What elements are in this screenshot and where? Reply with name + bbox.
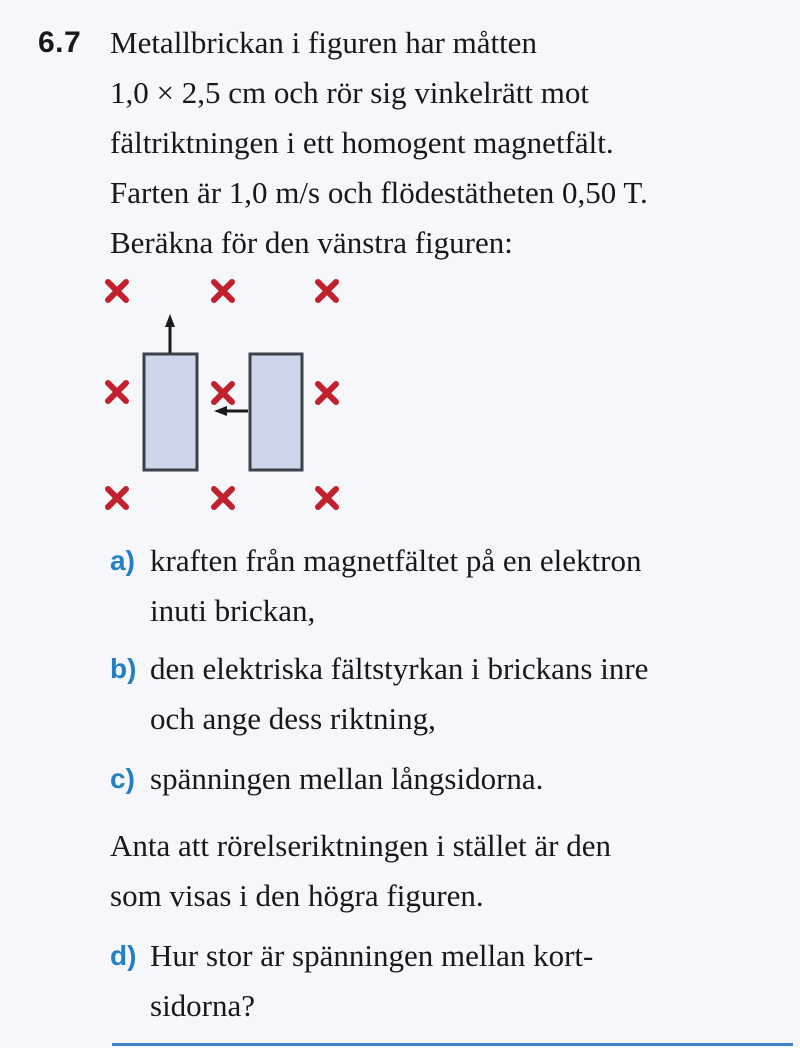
field-cross-icon: [214, 384, 232, 402]
subquestion-b-text: och ange dess riktning,: [150, 701, 436, 736]
statement-line: 1,0 × 2,5 cm och rör sig vinkelrätt mot: [110, 75, 589, 110]
problem-statement: [110, 18, 648, 268]
metal-plate-right: [250, 354, 302, 470]
subquestion-a-text: kraften från magnetfältet på en elektron: [150, 543, 642, 578]
subquestion-b-text: den elektriska fältstyrkan i brickans inre: [150, 651, 649, 686]
assumption-note: [110, 821, 648, 921]
subquestion-d-text: sidorna?: [150, 988, 256, 1023]
subquestion-d-text: Hur stor är spänningen mellan kort-: [150, 938, 594, 973]
section-divider: [112, 1043, 793, 1046]
subquestion-c-label: c): [110, 763, 135, 794]
subquestion-b-label: b): [110, 653, 137, 684]
field-cross-icon: [108, 383, 126, 401]
field-cross-icon: [214, 282, 232, 300]
subquestion-d-label: d): [110, 940, 137, 971]
field-cross-icon: [214, 489, 232, 507]
statement-line: Metallbrickan i figuren har måtten: [110, 25, 537, 60]
field-cross-icon: [318, 489, 336, 507]
subquestion-a-text: inuti brickan,: [150, 593, 316, 628]
problem-body: [110, 18, 648, 1031]
statement-line: Farten är 1,0 m/s och flödestätheten 0,50 T.: [110, 175, 648, 210]
assumption-note-line: som visas i den högra figuren.: [110, 878, 484, 913]
statement-line: Beräkna för den vänstra figuren:: [110, 225, 513, 260]
subquestion-b: [110, 644, 648, 744]
velocity-arrow-up-icon: [165, 314, 175, 353]
magnetic-field-figure: [95, 270, 375, 518]
subquestion-a-label: a): [110, 545, 135, 576]
field-cross-icon: [318, 282, 336, 300]
subquestion-a: [110, 536, 648, 636]
subquestion-d: [110, 931, 648, 1031]
assumption-note-line: Anta att rörelseriktningen i stället är den: [110, 828, 611, 863]
subquestion-c-text: spänningen mellan långsidorna.: [150, 761, 544, 796]
velocity-arrow-left-icon: [214, 406, 248, 416]
metal-plate-left: [144, 354, 197, 470]
field-cross-icon: [318, 384, 336, 402]
field-cross-icon: [108, 282, 126, 300]
field-cross-icon: [108, 489, 126, 507]
problem-number: 6.7: [38, 26, 82, 59]
subquestion-c: [110, 754, 648, 804]
statement-line: fältriktningen i ett homogent magnetfält.: [110, 125, 614, 160]
